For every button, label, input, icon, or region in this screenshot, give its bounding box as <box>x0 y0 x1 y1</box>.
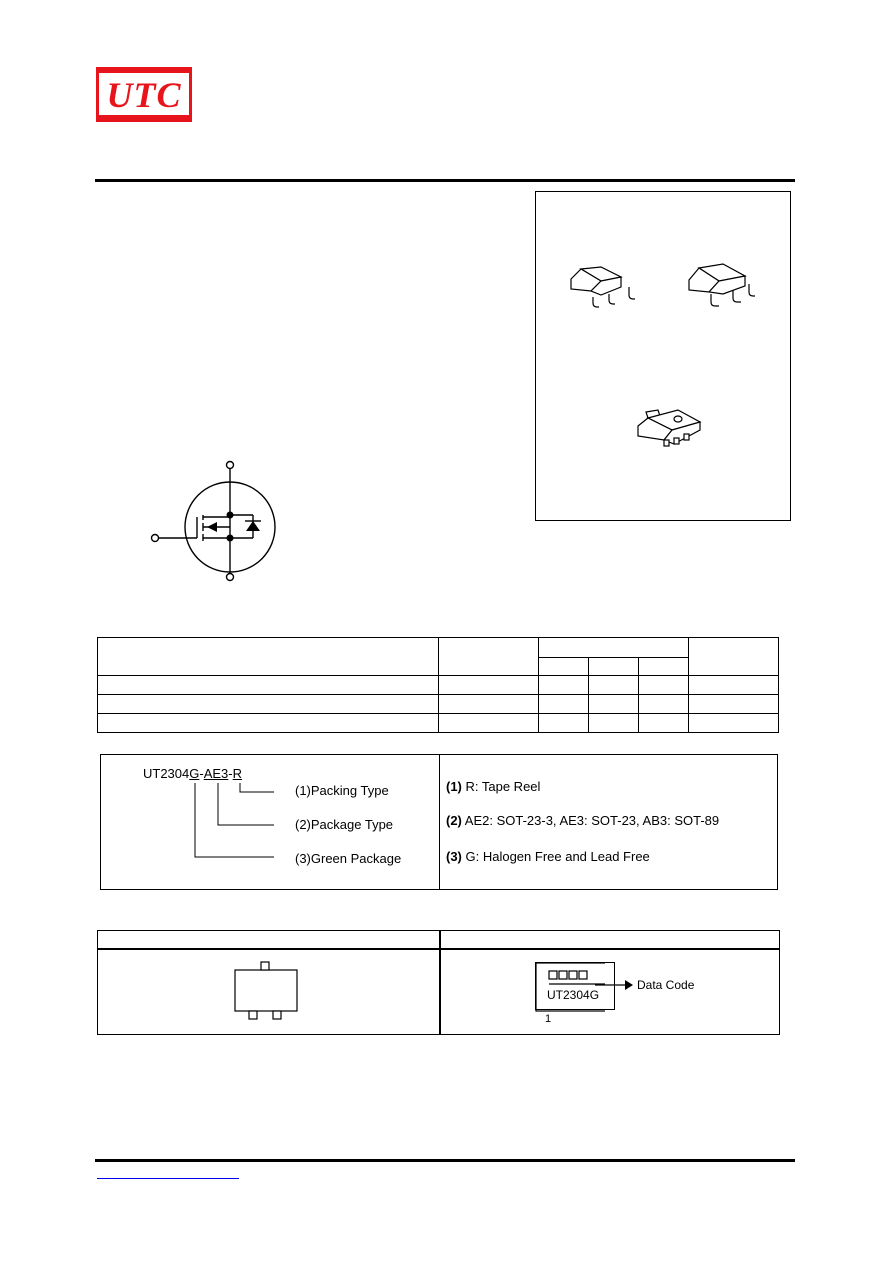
green-package-label: (3)Green Package <box>295 851 402 866</box>
part-packing-code: R <box>232 766 243 781</box>
ordering-divider <box>439 754 440 890</box>
table-header-cell <box>639 658 689 676</box>
part-package-code: AE3 <box>203 766 229 781</box>
data-code-label: Data Code <box>637 978 695 992</box>
table-header-cell <box>589 658 639 676</box>
mosfet-symbol-diagram <box>145 455 285 585</box>
note-text: AE2: SOT-23-3, AE3: SOT-23, AB3: SOT-89 <box>461 813 720 828</box>
note-number: (2) <box>446 813 462 828</box>
part-number <box>143 766 242 781</box>
sot89-package-icon <box>638 410 700 446</box>
marking-divider <box>439 930 441 1035</box>
table-row <box>98 695 779 714</box>
utc-logo <box>96 67 192 122</box>
note-packing <box>446 779 540 794</box>
table-header-cell <box>539 638 689 658</box>
part-separator: - <box>228 766 233 781</box>
note-green <box>446 849 650 864</box>
header-rule <box>95 179 795 182</box>
note-text: R: Tape Reel <box>461 779 541 794</box>
packing-type-label: (1)Packing Type <box>295 783 389 798</box>
table-row <box>98 676 779 695</box>
note-text: G: Halogen Free and Lead Free <box>461 849 650 864</box>
pin-one-label: 1 <box>545 1013 552 1025</box>
part-separator: - <box>199 766 204 781</box>
ordering-leader-lines <box>190 780 290 860</box>
part-base: UT2304 <box>143 766 190 781</box>
part-green-code: G <box>189 766 200 781</box>
pin-diagram <box>225 955 305 1027</box>
note-number: (3) <box>446 849 462 864</box>
sot23-3-package-icon <box>571 267 635 307</box>
table-header-cell <box>439 638 539 676</box>
logo-text: UTC <box>106 75 182 115</box>
package-type-label: (2)Package Type <box>295 817 394 832</box>
footer-rule <box>95 1159 795 1162</box>
note-number: (1) <box>446 779 462 794</box>
chip-label: UT2304G <box>547 988 600 1002</box>
arrow-icon <box>595 977 635 993</box>
package-images-box <box>535 191 791 521</box>
footer-link-underline[interactable] <box>97 1178 239 1179</box>
sot23-package-icon <box>689 264 755 306</box>
table-header-cell <box>539 658 589 676</box>
package-drawings <box>536 192 792 522</box>
table-row <box>98 714 779 733</box>
spec-table <box>97 637 779 733</box>
table-header-cell <box>98 638 439 676</box>
note-package <box>446 813 719 828</box>
table-header-cell <box>689 638 779 676</box>
